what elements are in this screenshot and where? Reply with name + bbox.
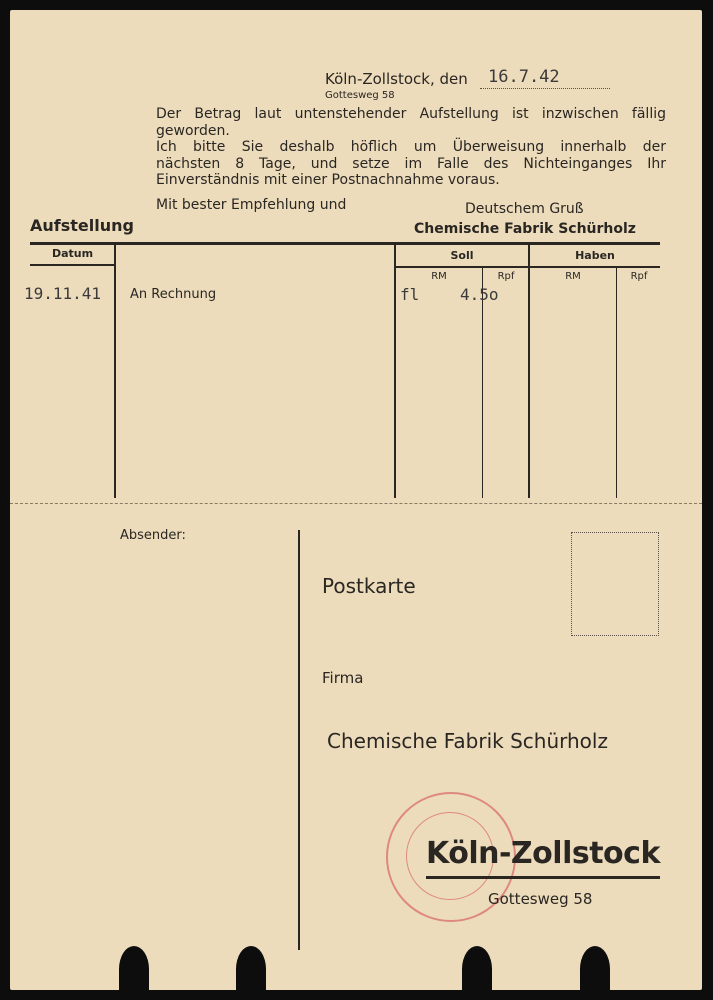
address-line: Gottesweg 58 (325, 90, 395, 101)
body-line: geworden. (156, 122, 230, 139)
recipient-city: Köln-Zollstock (426, 836, 660, 871)
closing-right: Deutschem Gruß (465, 201, 584, 217)
col-divider (616, 268, 617, 498)
body-line: Der Betrag laut untenstehender Aufstellung ist inzwischen fällig (156, 106, 666, 122)
haben-rpf-label: Rpf (630, 271, 648, 282)
soll-rm-label: RM (431, 271, 447, 282)
invoice-postcard (10, 10, 702, 990)
header-haben: Haben (575, 249, 615, 262)
date-dotted-line (480, 88, 610, 89)
row-soll-rm: fl (400, 285, 420, 304)
header-soll: Soll (450, 249, 474, 262)
postcard-divider (298, 530, 300, 950)
col-divider (394, 245, 396, 498)
stamp-box (571, 532, 659, 636)
row-soll-amount: 4.5o (460, 285, 499, 304)
header-underline (396, 266, 660, 268)
body-line: Einverständnis mit einer Postnachnahme voraus. (156, 172, 500, 189)
company-signature: Chemische Fabrik Schürholz (414, 221, 636, 237)
col-divider (114, 245, 116, 498)
datum-underline (30, 264, 115, 266)
haben-rm-label: RM (565, 271, 581, 282)
place-label: Köln-Zollstock, den (325, 70, 468, 88)
row-date: 19.11.41 (24, 284, 102, 303)
binder-notch (119, 946, 149, 992)
binder-notch (462, 946, 492, 992)
recipient-street: Gottesweg 58 (488, 890, 593, 908)
table-top-rule (30, 242, 660, 245)
body-line: Ich bitte Sie deshalb höflich um Überweisung innerhalb der (156, 139, 666, 156)
header-datum: Datum (51, 247, 94, 260)
firma-label: Firma (322, 669, 364, 687)
binder-notch (236, 946, 266, 992)
closing-left: Mit bester Empfehlung und (156, 197, 347, 213)
letter-date: 16.7.42 (488, 67, 560, 87)
table-title: Aufstellung (30, 216, 134, 235)
col-divider (528, 245, 530, 498)
row-text: An Rechnung (130, 287, 217, 302)
city-underline (426, 876, 660, 879)
recipient-name: Chemische Fabrik Schürholz (327, 729, 608, 753)
binder-notch (580, 946, 610, 992)
body-line: nächsten 8 Tage, und setze im Falle des Nichteinganges Ihr (156, 155, 666, 172)
letter-body (156, 106, 666, 189)
perforation-line (10, 503, 702, 504)
postcard-title: Postkarte (322, 574, 416, 598)
soll-rpf-label: Rpf (497, 271, 515, 282)
sender-label: Absender: (120, 528, 186, 543)
